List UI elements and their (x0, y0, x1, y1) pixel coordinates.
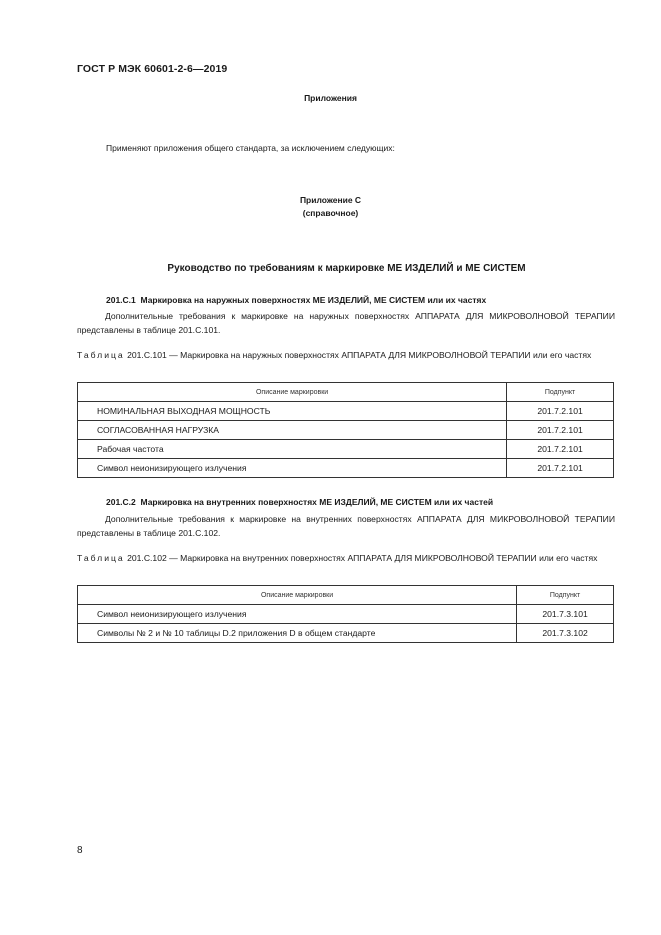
column-header-subclause: Подпункт (507, 383, 614, 402)
table2-caption (77, 552, 615, 564)
section2-paragraph (77, 512, 615, 540)
table-row (78, 421, 614, 440)
section1-text: Дополнительные требования к маркировке на наружных поверхностях АППАРАТА ДЛЯ МИКРОВОЛНОВОЙ ТЕРАПИИ представлены в таблице 201.С.101. (77, 311, 615, 335)
appendices-title: Приложения (304, 93, 357, 103)
section2-title: Маркировка на внутренних поверхностях МЕ ИЗДЕЛИЙ, МЕ СИСТЕМ или их частей (140, 497, 494, 507)
row-description: СОГЛАСОВАННАЯ НАГРУЗКА (78, 421, 507, 440)
table2-word: Таблица (77, 553, 125, 563)
table-header-row (78, 586, 614, 605)
section2-number: 201.С.2 (106, 497, 136, 507)
section1-title: Маркировка на наружных поверхностях МЕ ИЗДЕЛИЙ, МЕ СИСТЕМ или их частях (140, 295, 487, 305)
row-subclause: 201.7.2.101 (507, 402, 614, 421)
column-header-description: Описание маркировки (78, 383, 507, 402)
table1-word: Таблица (77, 350, 125, 360)
table-row (78, 440, 614, 459)
row-description: Символ неионизирующего излучения (78, 605, 517, 624)
row-subclause: 201.7.3.102 (517, 624, 614, 643)
row-subclause: 201.7.3.101 (517, 605, 614, 624)
annex-subtitle: (справочное) (302, 208, 359, 218)
section2-heading (106, 497, 493, 507)
section1-number: 201.С.1 (106, 295, 136, 305)
section1-paragraph (77, 309, 615, 337)
row-description: Символы № 2 и № 10 таблицы D.2 приложения D в общем стандарте (78, 624, 517, 643)
column-header-description: Описание маркировки (78, 586, 517, 605)
row-description: Символ неионизирующего излучения (78, 459, 507, 478)
table-row (78, 605, 614, 624)
table-row (78, 624, 614, 643)
table2-caption-text: 201.С.102 — Маркировка на внутренних поверхностях АППАРАТА ДЛЯ МИКРОВОЛНОВОЙ ТЕРАПИИ или его частях (127, 553, 598, 563)
column-header-subclause: Подпункт (517, 586, 614, 605)
document-header: ГОСТ Р МЭК 60601-2-6—2019 (77, 63, 228, 75)
table1-caption-text: 201.С.101 — Маркировка на наружных поверхностях АППАРАТА ДЛЯ МИКРОВОЛНОВОЙ ТЕРАПИИ или его частях (127, 350, 592, 360)
table-header-row (78, 383, 614, 402)
table1-caption (77, 349, 615, 361)
appendices-intro: Применяют приложения общего стандарта, за исключением следующих: (106, 143, 395, 153)
row-description: НОМИНАЛЬНАЯ ВЫХОДНАЯ МОЩНОСТЬ (78, 402, 507, 421)
row-subclause: 201.7.2.101 (507, 459, 614, 478)
annex-title: Приложение С (299, 195, 362, 205)
page-number: 8 (77, 845, 83, 856)
row-description: Рабочая частота (78, 440, 507, 459)
section2-text: Дополнительные требования к маркировке на внутренних поверхностях АППАРАТА ДЛЯ МИКРОВОЛНОВОЙ ТЕРАПИИ представлены в таблице 201.С.102. (77, 514, 615, 538)
table-row (78, 402, 614, 421)
table-201-C-102 (77, 585, 614, 643)
row-subclause: 201.7.2.101 (507, 440, 614, 459)
section1-heading (106, 295, 486, 305)
row-subclause: 201.7.2.101 (507, 421, 614, 440)
annex-heading: Руководство по требованиям к маркировке МЕ ИЗДЕЛИЙ и МЕ СИСТЕМ (167, 263, 526, 274)
table-row (78, 459, 614, 478)
table-201-C-101 (77, 382, 614, 478)
